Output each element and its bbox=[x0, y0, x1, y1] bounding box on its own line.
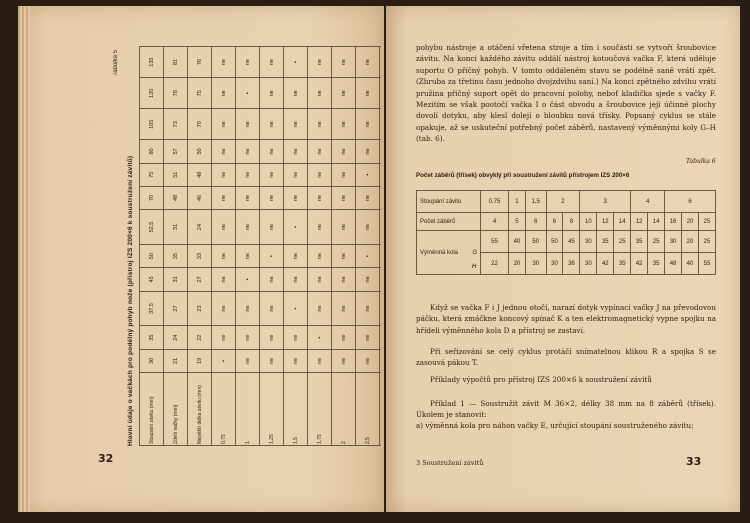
page-number-left: 32 bbox=[98, 452, 114, 465]
table-row bbox=[212, 47, 236, 446]
table-cell: 25 bbox=[648, 231, 665, 253]
pitch-cell: 2 bbox=[546, 191, 580, 213]
table-cell: ne bbox=[236, 291, 260, 326]
table-cell: ne bbox=[212, 268, 236, 291]
table-cell: • bbox=[284, 47, 308, 78]
table-cell: ne bbox=[332, 109, 356, 140]
page-number-right: 33 bbox=[686, 455, 702, 468]
table-cell: 35 bbox=[631, 231, 648, 253]
table-cell: 36 bbox=[563, 253, 580, 275]
table-cell bbox=[380, 210, 382, 245]
table-cell: ne bbox=[260, 210, 284, 245]
table-cell: ne bbox=[308, 109, 332, 140]
table-cell: 55 bbox=[481, 231, 509, 253]
table-cell: ne bbox=[284, 78, 308, 109]
table-cell: 46 bbox=[188, 186, 212, 209]
table-cell: 40 bbox=[682, 253, 699, 275]
table-cell: 50 bbox=[546, 231, 563, 253]
table-cell: 20 bbox=[682, 231, 699, 253]
table-cell: 50 bbox=[188, 140, 212, 163]
table-cell bbox=[380, 291, 382, 326]
row-header: Zdvih vačky (mm) bbox=[164, 373, 188, 446]
table-cell: ne bbox=[332, 245, 356, 268]
table-row bbox=[332, 47, 356, 446]
table-cell: 76 bbox=[188, 47, 212, 78]
table-cell: • bbox=[212, 349, 236, 372]
table-cell: ne bbox=[308, 349, 332, 372]
paragraph-1: pohybu nástroje a otáčení vřetena stroje a tím i součásti se vytvoří šroubovice závitu. Na konci každého závitu oddálí nástroj kotoučová vačka F, která uděluje suportu O příčný pohyb. V tomto oddáleném stavu se podélně saně vrátí zpět. (Zhruba za třetinu času jednoho dvojzdvihu saní.) Na konci zpětného zdvihu vrátí pružina příčný suport opět do pracovní polohy, neboť kladička sjede s vačky F. Mezitím se však pootočí vačka I o část obvodu a šroubovice její účinné plochy dovolí dotyku, aby klesl dolejí o hloubku nová třísky. Popsaný cyklus se stále opakuje, až se uskuteční potřebný počet záběrů, nastavený výměnnými koly G–H (tab. 6). bbox=[416, 43, 716, 144]
table-cell: 75 bbox=[188, 78, 212, 109]
table-cell: ne bbox=[260, 140, 284, 163]
pitch-cell: 4 bbox=[631, 191, 665, 213]
row-header: 1,75 bbox=[308, 373, 332, 446]
table-cell: ne bbox=[236, 245, 260, 268]
table-cell bbox=[380, 140, 382, 163]
table-cell: ne bbox=[308, 186, 332, 209]
table-cell: ne bbox=[260, 349, 284, 372]
table-cell: 50 bbox=[525, 231, 546, 253]
table-cell: • bbox=[356, 245, 380, 268]
left-page bbox=[18, 6, 384, 512]
cam-table bbox=[139, 46, 381, 446]
table-cell: 30 bbox=[140, 349, 164, 372]
table-cell: 25 bbox=[614, 231, 631, 253]
g-label: G bbox=[472, 249, 477, 256]
table-cell: ne bbox=[236, 186, 260, 209]
table-cell: ne bbox=[356, 140, 380, 163]
table-cell: 35 bbox=[140, 326, 164, 349]
table-cell: 45 bbox=[140, 268, 164, 291]
table-6-title: Počet záběrů (třísek) obvyklý při soustružení závitů přístrojem IZS 200×6 bbox=[416, 172, 630, 179]
table-cell: 105 bbox=[140, 109, 164, 140]
table-cell: ne bbox=[308, 47, 332, 78]
pitch-cell: 1 bbox=[508, 191, 525, 213]
table-cell: 6 bbox=[525, 213, 546, 231]
table-cell: 135 bbox=[140, 47, 164, 78]
table-cell: ne bbox=[356, 268, 380, 291]
table-cell: 30 bbox=[665, 231, 682, 253]
table-cell: ne bbox=[356, 186, 380, 209]
table-cell bbox=[380, 349, 382, 372]
table-cell: ne bbox=[236, 326, 260, 349]
table-cell: 78 bbox=[164, 78, 188, 109]
row-header: 0,75 bbox=[212, 373, 236, 446]
table-cell: 52,5 bbox=[140, 210, 164, 245]
table-cell: ne bbox=[260, 163, 284, 186]
table-cell: ne bbox=[356, 109, 380, 140]
table-cell bbox=[380, 245, 382, 268]
table-cell: 50 bbox=[140, 245, 164, 268]
table-cell: ne bbox=[332, 163, 356, 186]
table-cell: 20 bbox=[682, 213, 699, 231]
table-cell: 30 bbox=[580, 253, 597, 275]
table-cell: ne bbox=[332, 349, 356, 372]
table-cell: 35 bbox=[164, 245, 188, 268]
table-cell: ne bbox=[212, 210, 236, 245]
pitch-cell: 3 bbox=[580, 191, 631, 213]
table-cell: ne bbox=[332, 210, 356, 245]
table-cell: 20 bbox=[508, 253, 525, 275]
table-cell: ne bbox=[356, 210, 380, 245]
table-cell: 14 bbox=[614, 213, 631, 231]
table-cell: 31 bbox=[164, 210, 188, 245]
table-cell: ne bbox=[332, 326, 356, 349]
table-cell: ne bbox=[212, 291, 236, 326]
table-cell: 25 bbox=[698, 213, 715, 231]
table-cell: ne bbox=[308, 163, 332, 186]
table-row bbox=[380, 47, 382, 446]
table-cell: ne bbox=[212, 140, 236, 163]
table-cell: 10 bbox=[580, 213, 597, 231]
gear-label-cell bbox=[417, 231, 481, 275]
table-cell: 81 bbox=[164, 47, 188, 78]
table-cell: 57 bbox=[164, 140, 188, 163]
row-header: 1 bbox=[236, 373, 260, 446]
examples-heading: Příklady výpočtů pro přístroj IZS 200×6 k soustružení závitů bbox=[430, 375, 652, 384]
table-cell: ne bbox=[260, 291, 284, 326]
table-cell: 30 bbox=[580, 231, 597, 253]
table-row bbox=[356, 47, 380, 446]
table-cell: 33 bbox=[188, 245, 212, 268]
table-cell: 73 bbox=[164, 109, 188, 140]
table-cell: 37,5 bbox=[140, 291, 164, 326]
table-cell: 21 bbox=[164, 349, 188, 372]
table-cell bbox=[380, 186, 382, 209]
table-cell: ne bbox=[236, 210, 260, 245]
table-caption: Tabulka 5 bbox=[113, 50, 119, 76]
table-cell: 23 bbox=[188, 291, 212, 326]
table-cell: ne bbox=[308, 78, 332, 109]
table-cell: ne bbox=[356, 326, 380, 349]
table-cell: ne bbox=[332, 186, 356, 209]
table-cell: ne bbox=[308, 140, 332, 163]
row-header bbox=[380, 373, 382, 446]
paragraph-3: Při seřizování se celý cyklus protáčí snímatelnou klikou R a spojka S se zasouvá pákou T. bbox=[416, 347, 716, 368]
table-row bbox=[284, 47, 308, 446]
row-header: Největší délka závitu (mm) bbox=[188, 373, 212, 446]
table-cell: 75 bbox=[140, 163, 164, 186]
table-cell: • bbox=[284, 210, 308, 245]
table-cell: 30 bbox=[525, 253, 546, 275]
table-cell: ne bbox=[332, 78, 356, 109]
table-row bbox=[308, 47, 332, 446]
gear-label: Výměnná kola bbox=[420, 249, 459, 256]
table-cell: • bbox=[236, 78, 260, 109]
table-cell: • bbox=[284, 291, 308, 326]
paragraph-2: Když se vačka F i J jednou otočí, narazí dotyk vypínací vačky J na převodovou páčku, která zmáčkne koncový spínač K a ten elektromagnetický vypne spojku na hřídeli výměnného kola D a přístroj se zastaví. bbox=[416, 303, 716, 335]
row-header: 1,5 bbox=[284, 373, 308, 446]
table-row bbox=[164, 47, 188, 446]
example-1: Příklad 1 — Soustružit závit M 36×2, délky 38 mm na 8 záběrů (třísek). Úkolem je stanovit: bbox=[416, 399, 716, 420]
table-cell: ne bbox=[356, 291, 380, 326]
passes-table bbox=[416, 190, 716, 275]
table-cell: ne bbox=[236, 163, 260, 186]
table-cell: • bbox=[308, 326, 332, 349]
table-cell: ne bbox=[236, 109, 260, 140]
table-cell: ne bbox=[332, 140, 356, 163]
table-cell: ne bbox=[356, 349, 380, 372]
table-cell: ne bbox=[308, 291, 332, 326]
table-cell: 51 bbox=[164, 163, 188, 186]
table-cell: ne bbox=[212, 245, 236, 268]
right-page bbox=[386, 6, 740, 512]
table-cell: ne bbox=[284, 109, 308, 140]
table-cell: ne bbox=[212, 47, 236, 78]
rotated-table-area bbox=[113, 46, 381, 446]
table-cell: 5 bbox=[508, 213, 525, 231]
table-cell: 6 bbox=[546, 213, 563, 231]
table-cell: 14 bbox=[648, 213, 665, 231]
row-header: Stoupání závitu (mm) bbox=[140, 373, 164, 446]
table-cell: 70 bbox=[140, 186, 164, 209]
table-cell: ne bbox=[284, 186, 308, 209]
table-cell: ne bbox=[212, 186, 236, 209]
table-cell: 12 bbox=[597, 213, 614, 231]
table-cell: 16 bbox=[665, 213, 682, 231]
table-cell: 24 bbox=[164, 326, 188, 349]
pitch-cell: 1,5 bbox=[525, 191, 546, 213]
table-cell: ne bbox=[260, 47, 284, 78]
table-cell: 24 bbox=[188, 210, 212, 245]
table-cell: ne bbox=[332, 47, 356, 78]
table-cell: 22 bbox=[188, 326, 212, 349]
table-cell: 42 bbox=[631, 253, 648, 275]
table-cell: 70 bbox=[188, 109, 212, 140]
table-cell: 19 bbox=[188, 349, 212, 372]
table-cell: 55 bbox=[698, 253, 715, 275]
table-cell bbox=[380, 78, 382, 109]
table-cell: ne bbox=[332, 268, 356, 291]
row-header: 1,25 bbox=[260, 373, 284, 446]
pitch-cell: 0,75 bbox=[481, 191, 509, 213]
table-cell: ne bbox=[260, 268, 284, 291]
table-cell: 4 bbox=[481, 213, 509, 231]
table-cell: ne bbox=[212, 163, 236, 186]
rotated-table-5 bbox=[113, 46, 381, 446]
table-cell: ne bbox=[308, 245, 332, 268]
table-cell: ne bbox=[356, 47, 380, 78]
table-cell: 35 bbox=[614, 253, 631, 275]
table-cell: 48 bbox=[164, 186, 188, 209]
table-cell: ne bbox=[356, 78, 380, 109]
open-book bbox=[10, 6, 740, 516]
table-cell: ne bbox=[260, 109, 284, 140]
table-cell: ne bbox=[236, 140, 260, 163]
table-cell: ne bbox=[308, 268, 332, 291]
row-header: 2,5 bbox=[356, 373, 380, 446]
table-cell: 80 bbox=[140, 140, 164, 163]
table-cell bbox=[380, 47, 382, 78]
table-cell: ne bbox=[284, 349, 308, 372]
table-cell: 48 bbox=[665, 253, 682, 275]
table-cell: 40 bbox=[508, 231, 525, 253]
table-row bbox=[236, 47, 260, 446]
table-cell: 27 bbox=[164, 291, 188, 326]
table-cell: ne bbox=[212, 109, 236, 140]
table-cell: 42 bbox=[597, 253, 614, 275]
table-cell: ne bbox=[308, 210, 332, 245]
table-cell: 22 bbox=[481, 253, 509, 275]
table-cell: ne bbox=[260, 186, 284, 209]
table-cell: 35 bbox=[597, 231, 614, 253]
table-cell: • bbox=[260, 245, 284, 268]
table-cell: ne bbox=[284, 326, 308, 349]
pitch-cell: 6 bbox=[665, 191, 716, 213]
table-cell: ne bbox=[284, 268, 308, 291]
table-cell bbox=[380, 163, 382, 186]
table-cell: • bbox=[356, 163, 380, 186]
table-cell: ne bbox=[236, 47, 260, 78]
table-6-caption: Tabulka 6 bbox=[686, 158, 716, 165]
row-header: 2 bbox=[332, 373, 356, 446]
table-cell: 45 bbox=[563, 231, 580, 253]
table-cell bbox=[380, 109, 382, 140]
pitch-label: Stoupání závitu bbox=[417, 191, 481, 213]
table-row bbox=[188, 47, 212, 446]
table-cell bbox=[380, 326, 382, 349]
table-cell: ne bbox=[284, 140, 308, 163]
table-title: Hlavní údaje o vačkách pro podélný pohyb nože (přístroj IZS 200×6 k soustružení závitů) bbox=[127, 155, 134, 446]
table-cell: ne bbox=[236, 349, 260, 372]
table-cell: 27 bbox=[188, 268, 212, 291]
table-cell: ne bbox=[284, 163, 308, 186]
table-row bbox=[260, 47, 284, 446]
passes-label: Počet záběrů bbox=[417, 213, 481, 231]
table-cell: 8 bbox=[563, 213, 580, 231]
table-cell: 12 bbox=[631, 213, 648, 231]
footer-chapter: 3 Soustružení závitů bbox=[416, 459, 484, 467]
table-cell: 31 bbox=[164, 268, 188, 291]
table-cell: ne bbox=[332, 291, 356, 326]
table-cell: 30 bbox=[546, 253, 563, 275]
h-label: H bbox=[472, 264, 477, 270]
table-cell: ne bbox=[212, 78, 236, 109]
table-cell: ne bbox=[212, 326, 236, 349]
table-cell: 25 bbox=[698, 231, 715, 253]
table-cell bbox=[380, 268, 382, 291]
table-cell: ne bbox=[260, 78, 284, 109]
page-edges bbox=[18, 6, 30, 512]
table-cell: • bbox=[236, 268, 260, 291]
table-cell: ne bbox=[284, 245, 308, 268]
table-cell: 48 bbox=[188, 163, 212, 186]
table-cell: 120 bbox=[140, 78, 164, 109]
table-row bbox=[140, 47, 164, 446]
table-cell: 35 bbox=[648, 253, 665, 275]
item-a: a) výměnná kola pro náhon vačky E, určující stoupání soustruženého závitu; bbox=[416, 421, 694, 430]
table-cell: ne bbox=[260, 326, 284, 349]
